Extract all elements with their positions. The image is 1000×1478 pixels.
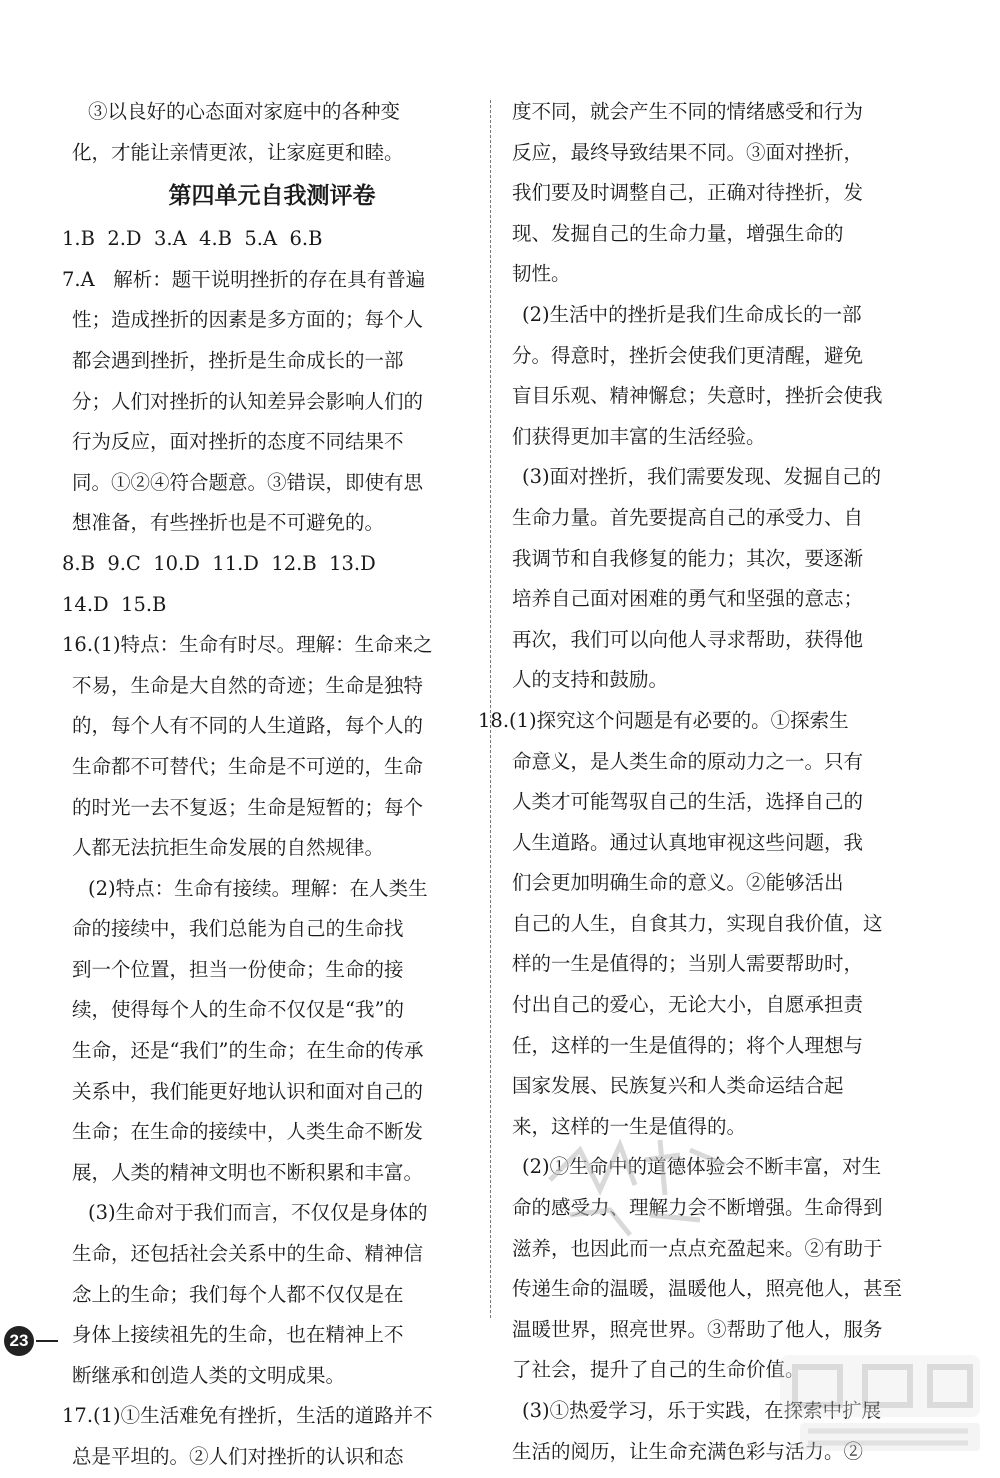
- right-text-line: 传递生命的温暖，温暖他人，照亮他人，甚至: [512, 1277, 903, 1301]
- right-text-line: 再次，我们可以向他人寻求帮助，获得他: [512, 627, 864, 651]
- right-text-line: (2)生活中的挫折是我们生命成长的一部: [522, 302, 862, 326]
- left-text-line: 想准备，有些挫折也是不可避免的。: [72, 511, 385, 535]
- right-text-line: 来，这样的一生是值得的。: [512, 1114, 747, 1138]
- right-column: [478, 92, 903, 1472]
- right-text-line: 自己的人生，自食其力，实现自我价值，这: [512, 911, 883, 935]
- right-text-line: 18.(1)探究这个问题是有必要的。①探索生: [478, 708, 849, 732]
- right-text-line: 分。得意时，挫折会使我们更清醒，避免: [512, 343, 864, 367]
- left-text-line: 17.(1)①生活难免有挫折，生活的道路并不: [62, 1404, 433, 1428]
- right-text-line: 生命力量。首先要提高自己的承受力、自: [512, 505, 864, 529]
- right-text-line: 生活的阅历，让生命充满色彩与活力。②: [512, 1439, 864, 1463]
- right-text-line: 反应，最终导致结果不同。③面对挫折，: [512, 140, 864, 164]
- left-text-line: 念上的生命；我们每个人都不仅仅是在: [72, 1282, 404, 1306]
- left-text-line: 1.B 2.D 3.A 4.B 5.A 6.B: [62, 227, 323, 251]
- page-number-badge: [0, 1324, 58, 1358]
- left-text-line: 行为反应，面对挫折的态度不同结果不: [72, 430, 404, 454]
- left-text-line: 7.A 解析：题干说明挫折的存在具有普遍: [62, 267, 426, 291]
- left-text-line: 的时光一去不复返；生命是短暂的；每个: [72, 795, 424, 819]
- right-text-line: 们会更加明确生命的意义。②能够活出: [512, 871, 844, 895]
- left-text-line: 总是平坦的。②人们对挫折的认识和态: [72, 1445, 404, 1468]
- right-text-line: 命的感受力、理解力会不断增强。生命得到: [512, 1196, 883, 1220]
- left-text-line: ③以良好的心态面对家庭中的各种变: [88, 100, 401, 123]
- right-text-line: 滋养，也因此而一点点充盈起来。②有助于: [512, 1236, 883, 1260]
- right-text-line: 付出自己的爱心，无论大小，自愿承担责: [512, 993, 864, 1017]
- page-number-dash: [36, 1340, 58, 1342]
- left-text-line: 到一个位置，担当一份使命；生命的接: [72, 957, 404, 981]
- left-text-line: (3)生命对于我们而言，不仅仅是身体的: [88, 1201, 428, 1225]
- left-text-line: 生命都不可替代；生命是不可逆的，生命: [72, 754, 424, 778]
- right-text-line: 度不同，就会产生不同的情绪感受和行为: [512, 100, 864, 123]
- left-text-line: 断继承和创造人类的文明成果。: [72, 1363, 346, 1387]
- left-text-line: 身体上接续祖先的生命，也在精神上不: [72, 1323, 404, 1347]
- right-text-line: (3)面对挫折，我们需要发现、发掘自己的: [522, 465, 882, 489]
- right-text-line: (3)①热爱学习，乐于实践，在探索中扩展: [522, 1399, 882, 1422]
- right-text-line: 人的支持和鼓励。: [512, 668, 669, 692]
- left-text-line: 化，才能让亲情更浓，让家庭更和睦。: [72, 140, 404, 164]
- left-text-line: 都会遇到挫折，挫折是生命成长的一部: [72, 348, 404, 372]
- left-text-line: 生命，还是“我们”的生命；在生命的传承: [72, 1039, 424, 1063]
- right-text-line: 人类才可能驾驭自己的生活，选择自己的: [512, 790, 864, 814]
- page-number: 23: [4, 1326, 34, 1356]
- right-text-line: 我调节和自我修复的能力；其次，要逐渐: [512, 546, 864, 570]
- right-text-line: 培养自己面对困难的勇气和坚强的意志；: [512, 587, 864, 611]
- right-text-line: 盲目乐观、精神懈怠；失意时，挫折会使我: [512, 384, 883, 408]
- right-text-line: 人生道路。通过认真地审视这些问题，我: [512, 830, 864, 854]
- right-text-line: 现、发掘自己的生命力量，增强生命的: [512, 221, 844, 245]
- faded-stamp-icon: [540, 1120, 740, 1250]
- left-text-line: 16.(1)特点：生命有时尽。理解：生命来之: [62, 633, 433, 657]
- right-text-line: 样的一生是值得的；当别人需要帮助时，: [512, 952, 864, 976]
- left-text-line: 14.D 15.B: [62, 592, 167, 616]
- left-text-line: 续，使得每个人的生命不仅仅是“我”的: [72, 998, 404, 1022]
- left-text-line: 不易，生命是大自然的奇迹；生命是独特: [72, 673, 424, 697]
- left-text-line: 分；人们对挫折的认知差异会影响人们的: [72, 389, 424, 413]
- left-column: [62, 92, 472, 1478]
- right-text-line: 我们要及时调整自己，正确对待挫折，发: [512, 181, 864, 205]
- right-text-line: (2)①生命中的道德体验会不断丰富，对生: [522, 1155, 882, 1179]
- left-text-line: 关系中，我们能更好地认识和面对自己的: [72, 1079, 424, 1103]
- watermark-logo-icon: [780, 1355, 985, 1455]
- right-text-line: 温暖世界，照亮世界。③帮助了他人，服务: [512, 1317, 883, 1341]
- left-text-line: 命的接续中，我们总能为自己的生命找: [72, 917, 404, 941]
- left-text-line: 的，每个人有不同的人生道路，每个人的: [72, 714, 424, 738]
- right-text-line: 任，这样的一生是值得的；将个人理想与: [512, 1033, 864, 1057]
- left-text-line: 人都无法抗拒生命发展的自然规律。: [72, 836, 385, 860]
- left-text-line: 同。①②④符合题意。③错误，即使有思: [72, 470, 424, 494]
- left-text-line: 性；造成挫折的因素是多方面的；每个人: [72, 308, 424, 332]
- right-text-line: 了社会，提升了自己的生命价值。: [512, 1358, 805, 1382]
- left-text-line: 8.B 9.C 10.D 11.D 12.B 13.D: [62, 551, 376, 575]
- section-title: 第四单元自我测评卷: [168, 183, 376, 210]
- right-text-line: 韧性。: [512, 262, 571, 286]
- right-text-line: 命意义，是人类生命的原动力之一。只有: [512, 749, 864, 773]
- left-text-line: 展，人类的精神文明也不断积累和丰富。: [72, 1160, 424, 1184]
- left-text-line: (2)特点：生命有接续。理解：在人类生: [88, 876, 428, 900]
- right-text-line: 们获得更加丰富的生活经验。: [512, 424, 766, 448]
- right-text-line: 国家发展、民族复兴和人类命运结合起: [512, 1074, 844, 1098]
- left-text-line: 生命，还包括社会关系中的生命、精神信: [72, 1242, 424, 1266]
- left-text-line: 生命；在生命的接续中，人类生命不断发: [72, 1120, 424, 1144]
